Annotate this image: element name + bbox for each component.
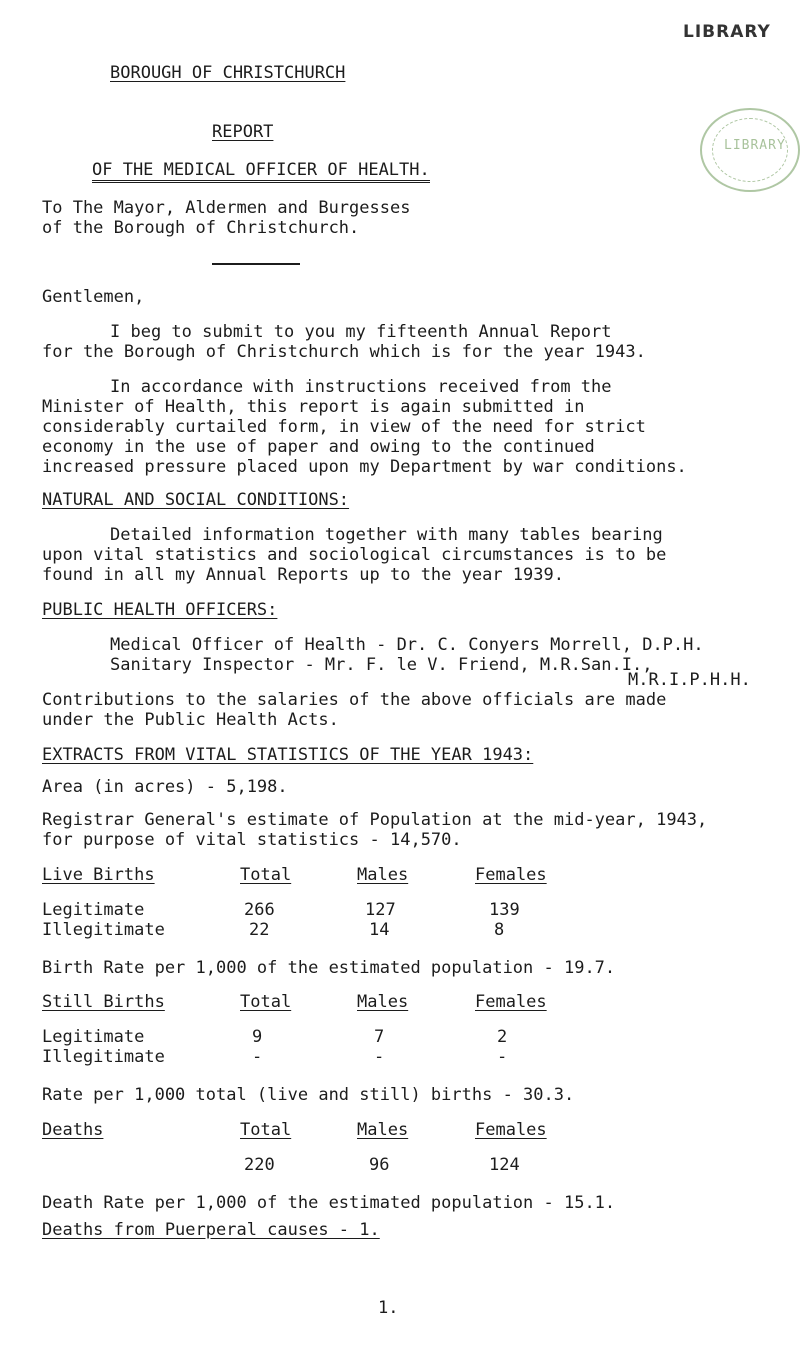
row-label: Legitimate xyxy=(42,1027,145,1047)
females-cell: 2 xyxy=(497,1027,508,1047)
library-stamp-text: LIBRARY xyxy=(724,138,786,153)
death-rate: Death Rate per 1,000 of the estimated population - 15.1. xyxy=(42,1193,616,1213)
males-cell: 96 xyxy=(369,1155,390,1175)
total-cell: 9 xyxy=(252,1027,263,1047)
males-header: Males xyxy=(357,865,409,885)
area: Area (in acres) - 5,198. xyxy=(42,777,288,797)
males-cell: 14 xyxy=(369,920,390,940)
natural-line-3: found in all my Annual Reports up to the year 1939. xyxy=(42,565,564,585)
total-header: Total xyxy=(240,865,292,885)
population-line-2: for purpose of vital statistics - 14,570. xyxy=(42,830,462,850)
paragraph-2-line-1: In accordance with instructions received from the xyxy=(110,377,612,397)
page-number: 1. xyxy=(378,1298,399,1318)
males-cell: 127 xyxy=(365,900,396,920)
males-cell: 7 xyxy=(374,1027,385,1047)
address-line-1: To The Mayor, Aldermen and Burgesses xyxy=(42,198,411,218)
row-label: Illegitimate xyxy=(42,920,165,940)
males-header: Males xyxy=(357,992,409,1012)
borough-heading: BOROUGH OF CHRISTCHURCH xyxy=(110,63,346,83)
row-label: Legitimate xyxy=(42,900,145,920)
library-label: LIBRARY xyxy=(683,22,771,42)
live-births-header: Live Births xyxy=(42,865,155,885)
total-header: Total xyxy=(240,1120,292,1140)
salutation: Gentlemen, xyxy=(42,287,145,307)
sanitary-inspector-qualification: M.R.I.P.H.H. xyxy=(628,670,751,690)
females-cell: 139 xyxy=(489,900,520,920)
report-subtitle: OF THE MEDICAL OFFICER OF HEALTH. xyxy=(92,160,430,183)
natural-line-1: Detailed information together with many tables bearing xyxy=(110,525,663,545)
females-header: Females xyxy=(475,865,547,885)
paragraph-2-line-5: increased pressure placed upon my Department by war conditions. xyxy=(42,457,687,477)
contributions-line-1: Contributions to the salaries of the above officials are made xyxy=(42,690,667,710)
total-header: Total xyxy=(240,992,292,1012)
males-header: Males xyxy=(357,1120,409,1140)
medical-officer: Medical Officer of Health - Dr. C. Conyers Morrell, D.P.H. xyxy=(110,635,704,655)
deaths-header: Deaths xyxy=(42,1120,104,1140)
still-birth-rate: Rate per 1,000 total (live and still) births - 30.3. xyxy=(42,1085,575,1105)
females-cell: - xyxy=(497,1047,508,1067)
address-line-2: of the Borough of Christchurch. xyxy=(42,218,360,238)
puerperal-deaths: Deaths from Puerperal causes - 1. xyxy=(42,1220,380,1240)
extracts-heading: EXTRACTS FROM VITAL STATISTICS OF THE YEAR 1943: xyxy=(42,745,534,765)
birth-rate: Birth Rate per 1,000 of the estimated population - 19.7. xyxy=(42,958,616,978)
paragraph-1-line-2: for the Borough of Christchurch which is for the year 1943. xyxy=(42,342,646,362)
sanitary-inspector: Sanitary Inspector - Mr. F. le V. Friend, M.R.San.I., xyxy=(110,655,653,675)
officers-heading: PUBLIC HEALTH OFFICERS: xyxy=(42,600,278,620)
paragraph-1-line-1: I beg to submit to you my fifteenth Annual Report xyxy=(110,322,612,342)
natural-heading: NATURAL AND SOCIAL CONDITIONS: xyxy=(42,490,350,510)
females-cell: 124 xyxy=(489,1155,520,1175)
paragraph-2-line-3: considerably curtailed form, in view of the need for strict xyxy=(42,417,646,437)
report-heading: REPORT xyxy=(212,122,274,142)
total-cell: 266 xyxy=(244,900,275,920)
total-cell: - xyxy=(252,1047,263,1067)
total-cell: 22 xyxy=(249,920,270,940)
females-cell: 8 xyxy=(494,920,505,940)
males-cell: - xyxy=(374,1047,385,1067)
natural-line-2: upon vital statistics and sociological circumstances is to be xyxy=(42,545,667,565)
still-births-header: Still Births xyxy=(42,992,165,1012)
females-header: Females xyxy=(475,992,547,1012)
paragraph-2-line-2: Minister of Health, this report is again submitted in xyxy=(42,397,585,417)
row-label: Illegitimate xyxy=(42,1047,165,1067)
total-cell: 220 xyxy=(244,1155,275,1175)
females-header: Females xyxy=(475,1120,547,1140)
divider xyxy=(212,263,300,265)
population-line-1: Registrar General's estimate of Population at the mid-year, 1943, xyxy=(42,810,708,830)
contributions-line-2: under the Public Health Acts. xyxy=(42,710,339,730)
paragraph-2-line-4: economy in the use of paper and owing to the continued xyxy=(42,437,595,457)
